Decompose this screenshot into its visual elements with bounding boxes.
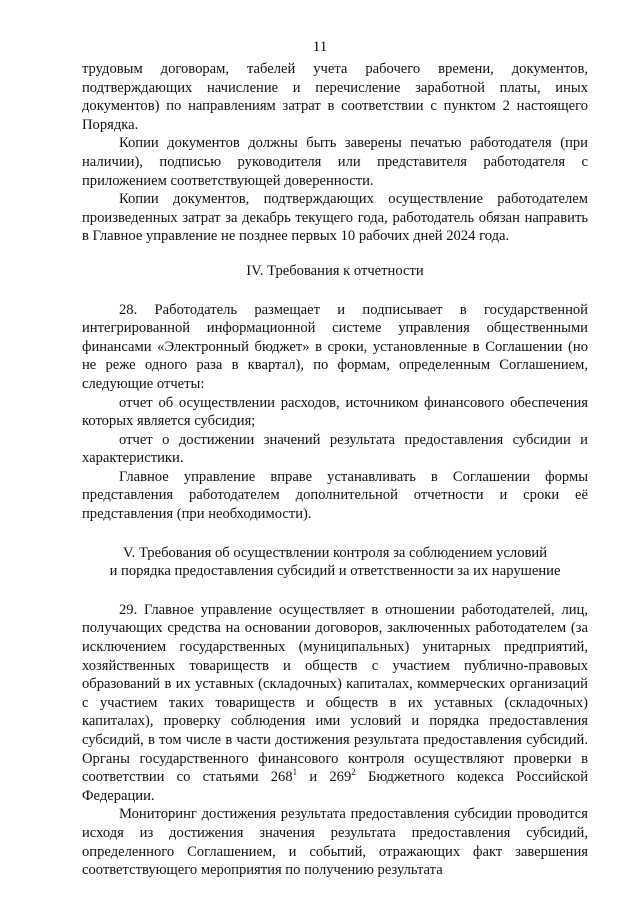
paragraph-item-29-text-c: Бюджетного кодекса Российской Федерации. (82, 769, 589, 804)
paragraph-december-costs: Копии документов, подтверждающих осуществление работодателем произведенных затрат за декабрь текущего года, работодатель обязан направить в Главное управление не позднее первых 10 рабочих дней 2024 года. (82, 191, 588, 245)
footnote-mark-2: 2 (351, 767, 356, 778)
page-number: 11 (312, 39, 328, 55)
footnote-mark-1: 1 (292, 767, 298, 778)
document-body (82, 60, 588, 880)
paragraph-documents-list: трудовым договорам, табелей учета рабочего времени, документов, подтверждающих начисление и перечисление заработной платы, иных документов) по направлениям затрат в соответствии с пунктом 2 настоящего Порядка. (82, 61, 588, 133)
paragraph-expense-report: отчет об осуществлении расходов, источником финансового обеспечения которых является субсидия; (82, 394, 588, 430)
section-heading-reporting: IV. Требования к отчетности (246, 262, 424, 279)
paragraph-copies-certified: Копии документов должны быть заверены печатью работодателя (при наличии), подписью руководителя или представителя работодателя с приложением соответствующей доверенности. (82, 135, 588, 189)
paragraph-item-29 (82, 601, 588, 806)
paragraph-additional-reporting: Главное управление вправе устанавливать в Соглашении формы представления работодателем дополнительной отчетности и сроки её представления (при необходимости). (82, 468, 588, 523)
paragraph-item-28: 28. Работодатель размещает и подписывает в государственной интегрированной информационной системе управления общественными финансами «Электронный бюджет» в сроки, установленные в Соглашении (но не реже одного раза в квартал), по формам, определенным Соглашением, следующие отчеты: (82, 301, 588, 392)
paragraph-item-29-text-a: 29. Главное управление осуществляет в отношении работодателей, лиц, получающих средства на основании договоров, заключенных работодателем (за исключением государственных (муниципальных) унитарных предприятий, хозяйственных товариществ и обществ с участием публично-правовых образований в их уставных (складочных) капиталах, коммерческих организаций с участием таких товариществ и обществ в их уставных (складочных) капиталах), проверку соблюдения ими условий и порядка предоставления субсидий, в том числе в части достижения результата предоставления субсидий. Органы государственного финансового контроля осуществляют проверки в соответствии со статьями 268 (82, 601, 588, 786)
section-heading-control-line1: V. Требования об осуществлении контроля за соблюдением условий (122, 544, 548, 561)
paragraph-result-report: отчет о достижении значений результата предоставления субсидии и характеристики. (82, 431, 588, 467)
paragraph-monitoring: Мониторинг достижения результата предоставления субсидии проводится исходя из достижения значения результата предоставления субсидий, определенного Соглашением, и событий, отражающих факт завершения соответствующего мероприятия по получению результата (82, 806, 588, 879)
section-heading-control-line2: и порядка предоставления субсидий и ответственности за их нарушение (109, 563, 561, 580)
paragraph-item-29-text-b: и 269 (297, 769, 352, 786)
